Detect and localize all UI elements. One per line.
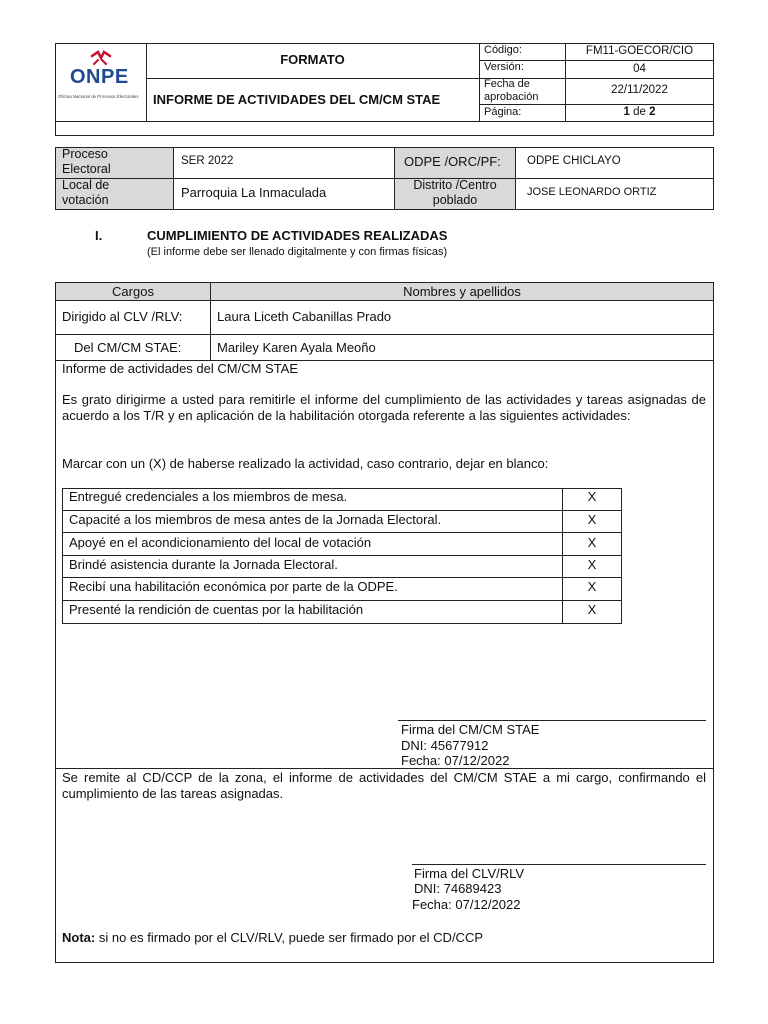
activity-check[interactable]: X <box>587 489 597 504</box>
version-value: 04 <box>633 63 646 75</box>
activity-item: Capacité a los miembros de mesa antes de la Jornada Electoral. <box>69 512 442 527</box>
note-text: si no es firmado por el CLV/RLV, puede ser firmado por el CD/CCP <box>98 930 483 945</box>
activity-item: Presenté la rendición de cuentas por la habilitación <box>69 602 364 617</box>
nombre-dirigido: Laura Liceth Cabanillas Prado <box>217 309 392 324</box>
district-value: JOSE LEONARDO ORTIZ <box>527 186 657 198</box>
signature-line-cm <box>398 720 706 721</box>
document-title: INFORME DE ACTIVIDADES DEL CM/CM STAE <box>153 92 441 107</box>
activity-item: Recibí una habilitación económica por parte de la ODPE. <box>69 579 398 594</box>
page-indicator <box>565 106 714 118</box>
section-subtitle: (El informe debe ser llenado digitalmente y con firmas físicas) <box>147 246 448 258</box>
report-instruction: Marcar con un (X) de haberse realizado la actividad, caso contrario, dejar en blanco: <box>62 456 549 471</box>
signature-line-clv <box>412 864 706 865</box>
note <box>62 930 483 945</box>
process-label: Proceso Electoral <box>62 147 111 176</box>
report-paragraph: Es grato dirigirme a usted para remitirle el informe del cumplimiento de las actividades y tareas asignadas de acuerdo a los T/R y en aplicación de la habilitación otorgada referente a las siguientes actividades: <box>62 392 706 423</box>
cargo-del: Del CM/CM STAE: <box>74 340 182 355</box>
activity-check[interactable]: X <box>587 557 597 572</box>
code-value: FM11-GOECOR/CIO <box>585 45 694 57</box>
logo-text: ONPE <box>70 66 129 88</box>
nombre-del: Mariley Karen Ayala Meoño <box>217 340 376 355</box>
activity-item: Entregué credenciales a los miembros de mesa. <box>69 489 348 504</box>
signature-clv-title: Firma del CLV/RLV <box>414 866 525 881</box>
remit-paragraph: Se remite al CD/CCP de la zona, el informe de actividades del CM/CM STAE a mi cargo, confirmando el cumplimiento de las tareas asignadas. <box>62 770 706 801</box>
page-total: 2 <box>649 106 656 118</box>
odpe-value: ODPE CHICLAYO <box>527 155 621 167</box>
process-value: SER 2022 <box>181 155 234 167</box>
activity-item: Apoyé en el acondicionamiento del local de votación <box>69 535 372 550</box>
signature-clv-date: Fecha: 07/12/2022 <box>412 897 521 912</box>
logo-caption: Oficina Nacional de Procesos Electorales <box>58 94 139 99</box>
approval-value: 22/11/2022 <box>611 84 668 96</box>
activity-check[interactable]: X <box>587 512 597 527</box>
activity-check[interactable]: X <box>587 602 597 617</box>
location-value: Parroquia La Inmaculada <box>181 185 327 200</box>
signature-cm-title: Firma del CM/CM STAE <box>401 722 540 737</box>
approval-label: Fecha de aprobación <box>484 78 539 103</box>
cargo-dirigido: Dirigido al CLV /RLV: <box>62 309 183 324</box>
activity-check[interactable]: X <box>587 535 597 550</box>
section-number: I. <box>95 228 103 243</box>
odpe-label: ODPE /ORC/PF: <box>404 154 501 169</box>
col-header-cargos: Cargos <box>112 284 154 299</box>
col-header-nombres: Nombres y apellidos <box>403 284 521 299</box>
page-of: de <box>633 106 646 118</box>
section-title: CUMPLIMIENTO DE ACTIVIDADES REALIZADAS <box>147 228 448 243</box>
note-label: Nota: <box>62 930 96 945</box>
signature-cm-dni: DNI: 45677912 <box>401 738 489 753</box>
onpe-logo <box>58 46 144 118</box>
signature-cm-date: Fecha: 07/12/2022 <box>401 753 510 768</box>
code-label: Código: <box>484 44 522 56</box>
signature-clv-dni: DNI: 74689423 <box>414 881 502 896</box>
version-label: Versión: <box>484 61 524 73</box>
district-label: Distrito /Centro poblado <box>413 178 497 207</box>
format-label: FORMATO <box>280 52 345 67</box>
activity-check[interactable]: X <box>587 579 597 594</box>
report-heading: Informe de actividades del CM/CM STAE <box>62 361 299 376</box>
page-label: Página: <box>484 106 522 118</box>
page-current: 1 <box>623 106 630 118</box>
activity-item: Brindé asistencia durante la Jornada Electoral. <box>69 557 338 572</box>
location-label: Local de votación <box>62 178 110 207</box>
